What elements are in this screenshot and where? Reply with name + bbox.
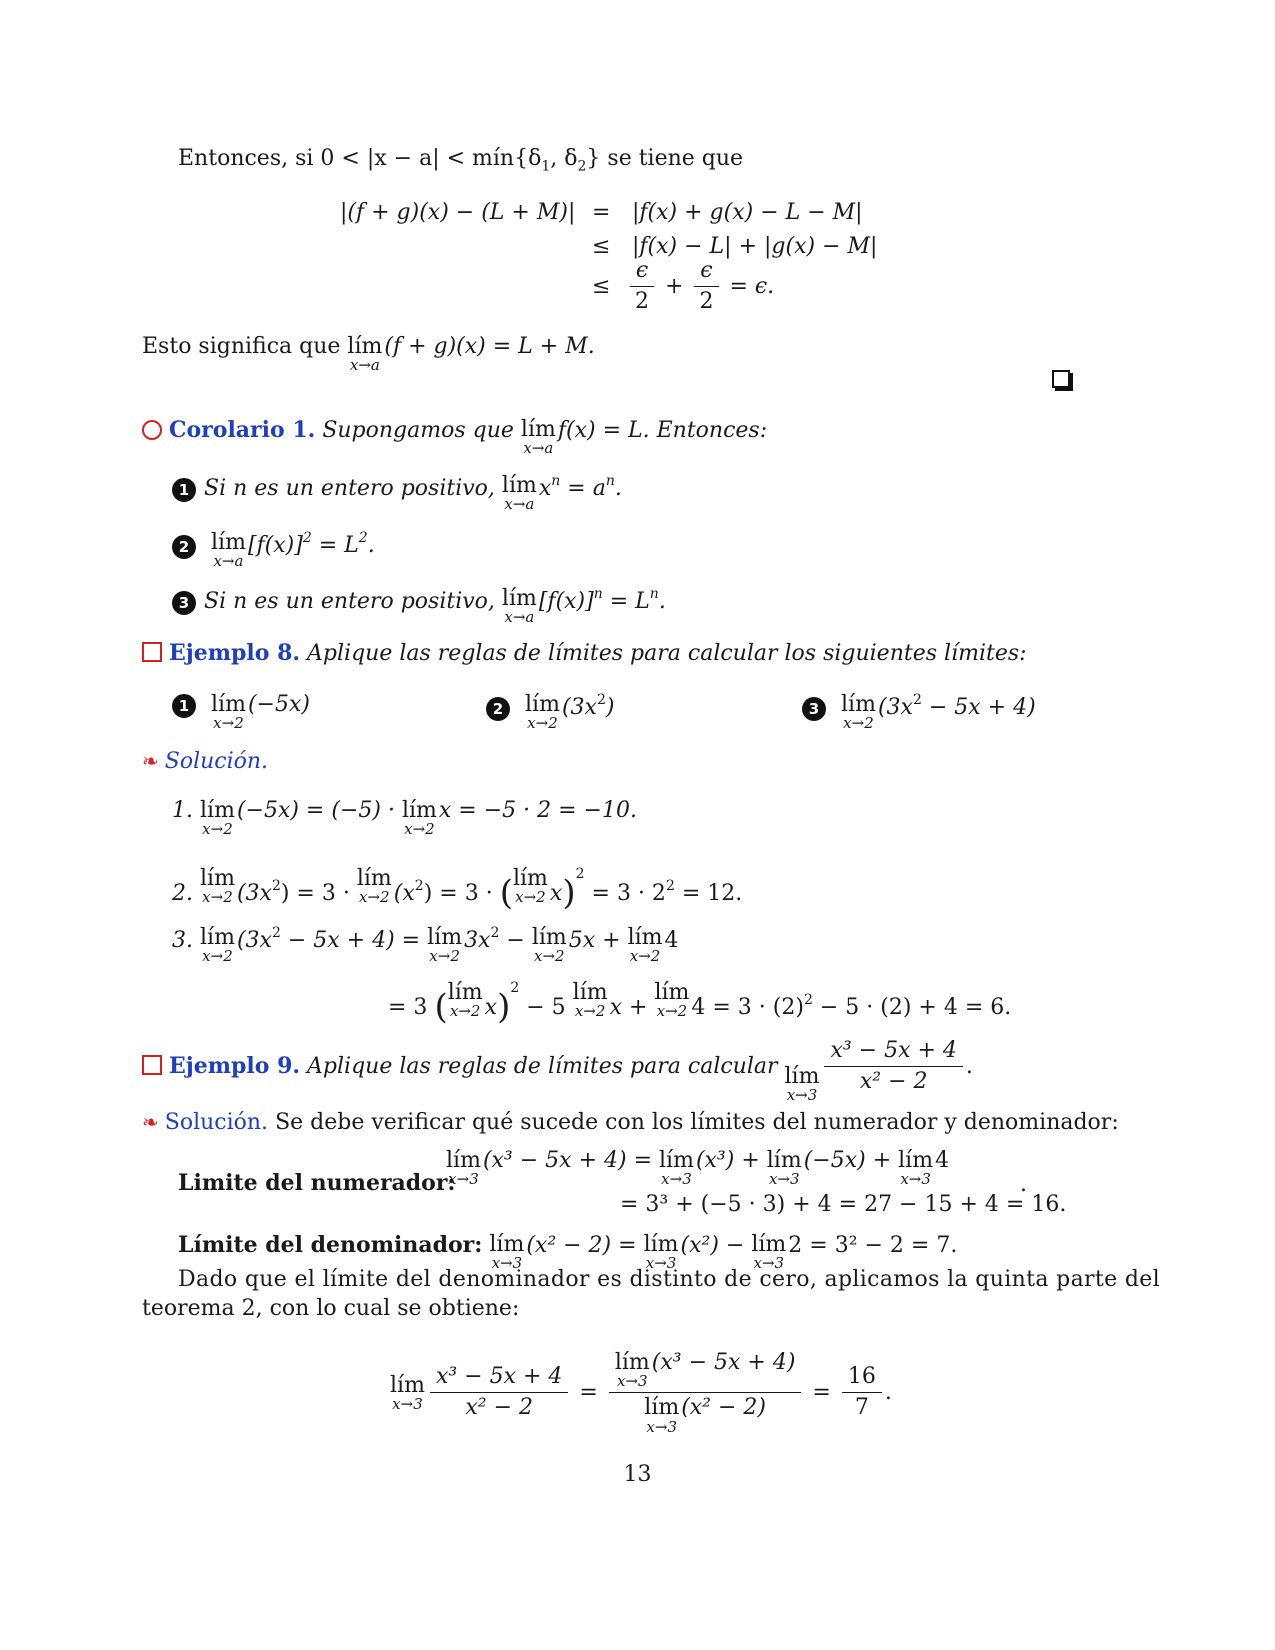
intro-text-end: } se tiene que xyxy=(586,146,744,171)
delta-sub-2: 2 xyxy=(577,158,587,175)
solucion8-step1: 1. lím x→2 (−5x) = (−5) · lím x→2 x = −5 · 2 = −10. xyxy=(172,798,637,839)
ejemplo9-fraction: $\frac{\text{x³ − 5x + 4}}{\text{x² − 2}}$ xyxy=(824,1038,962,1096)
align-row3-expr xyxy=(626,258,774,316)
limit-operator: lím x→2 xyxy=(654,980,690,1021)
align-row2-right: |f(x) − L| + |g(x) − M| xyxy=(632,234,878,259)
intro-text-start: Entonces, si 0 < |x − a| < mín{δ xyxy=(178,146,542,171)
ejemplo8-item-3: 3 lím x→2 $(3x^2 - 5x + 4)$ xyxy=(802,692,1036,732)
limit-operator: lím x→a xyxy=(520,417,556,458)
limit-operator: lím x→2 xyxy=(356,866,392,907)
square-marker-icon xyxy=(142,642,162,662)
limit-operator: lím x→2 xyxy=(401,798,437,839)
corolario-label: Corolario 1. xyxy=(169,417,316,443)
numerator-line1: lím x→3 (x³ − 5x + 4) = lím x→3 (x³) + lím x→3 (−5x) + lím x→3 4 xyxy=(446,1148,950,1189)
solucion9-text: Se debe verificar qué sucede con los límites del numerador y denominador: xyxy=(275,1110,1119,1135)
numerator-label: Limite del numerador: xyxy=(178,1170,456,1196)
denominator-label: Límite del denominador: xyxy=(178,1232,483,1258)
solucion8-label: Solución. xyxy=(164,749,269,774)
corolario-item-2: 2 lím x→a $[f(x)]^2 = L^2$. xyxy=(172,530,375,570)
ejemplo8-item-2: 2 lím x→2 $(3x^2)$ xyxy=(486,692,614,732)
plus-sign: + xyxy=(665,273,684,299)
ejemplo8-text: Aplique las reglas de límites para calcular los siguientes límites: xyxy=(307,641,1027,666)
limit-operator: lím x→2 xyxy=(627,925,663,966)
limit-operator: lím x→3 xyxy=(643,1232,679,1273)
solucion8-label-line xyxy=(142,749,268,775)
numerator-line2: = 3³ + (−5 · 3) + 4 = 27 − 15 + 4 = 16. xyxy=(620,1192,1067,1217)
limit-operator: lím x→3 xyxy=(446,1148,481,1189)
solucion8-step2: 2. lím x→2 $(3x^2) = 3$ · lím x→2 $(x^2) = 3$ · ( lím x→2 $x)^2 = 3 \cdot 2^2 = 12$. xyxy=(172,866,743,913)
circle-marker-icon xyxy=(142,420,162,440)
ejemplo8-label: Ejemplo 8. xyxy=(169,640,301,666)
square-marker-icon xyxy=(142,1055,162,1075)
qed-box-icon xyxy=(1052,370,1070,388)
paragraph-line1: Dado que el límite del denominador es distinto de cero, aplicamos la quinta parte del xyxy=(178,1267,1161,1292)
final-result-fraction: $\frac{16}{7}$ xyxy=(842,1364,882,1422)
limit-operator: lím x→3 xyxy=(644,1395,680,1436)
conclusion-line xyxy=(142,334,595,374)
limit-operator: lím x→2 xyxy=(427,925,463,966)
limit-operator: lím x→3 xyxy=(390,1372,425,1414)
fleuron-icon: ❧ xyxy=(142,749,159,773)
limit-operator: lím x→a xyxy=(501,586,537,627)
limit-operator: lím x→a xyxy=(211,530,246,571)
number-circle-icon: 1 xyxy=(172,478,196,502)
ejemplo9-line: Ejemplo 9. Aplique las reglas de límites para calcular lím x→3 $\frac{\text{x³ − 5x + 4}}{\text{x² − 2}}$ . xyxy=(142,1038,973,1104)
align-row1-rel: = xyxy=(592,200,611,225)
number-circle-icon: 1 xyxy=(172,694,196,718)
align-row2-rel: ≤ xyxy=(592,234,611,259)
final-left-fraction: $\frac{\text{x³ − 5x + 4}}{\text{x² − 2}}$ xyxy=(430,1364,568,1422)
paragraph-line2: teorema 2, con lo cual se obtiene: xyxy=(142,1296,520,1321)
intro-line xyxy=(178,146,743,175)
solucion9-line xyxy=(142,1110,1119,1136)
align-row1-left: |(f + g)(x) − (L + M)| xyxy=(340,200,576,225)
corolario-item-3: 3 Si n es un entero positivo, lím x→a $[f(x)]^n = L^n$. xyxy=(172,586,666,626)
intro-text-mid: , δ xyxy=(550,146,578,171)
align-row1-right: |f(x) + g(x) − L − M| xyxy=(632,200,863,225)
epsilon-fraction-2: $\frac{\epsilon}{2}$ xyxy=(693,258,719,316)
number-circle-icon: 3 xyxy=(802,697,826,721)
delta-sub-1: 1 xyxy=(541,158,551,175)
limit-operator: lím x→a xyxy=(501,473,537,514)
limit-operator: lím x→2 xyxy=(200,925,235,966)
corolario-line xyxy=(142,417,767,457)
epsilon-fraction-1: $\frac{\epsilon}{2}$ xyxy=(629,258,655,316)
ejemplo9-label: Ejemplo 9. xyxy=(169,1052,301,1079)
corolario-expr: f(x) = L. Entonces: xyxy=(557,418,768,443)
ejemplo8-item-1: 1 lím x→2 (−5x) xyxy=(172,692,310,732)
conclusion-text: Esto significa que xyxy=(142,334,341,359)
number-circle-icon: 2 xyxy=(486,697,510,721)
page-number: 13 xyxy=(623,1462,652,1487)
limit-operator: lím x→2 xyxy=(525,692,560,733)
limit-operator: lím x→3 xyxy=(751,1232,787,1273)
number-circle-icon: 2 xyxy=(172,535,196,559)
solucion8-step3-line1: 3. lím x→2 $(3x^2 - 5x + 4)$ = lím x→2 $3x^2$ − lím x→2 5x + lím x→2 4 xyxy=(172,925,679,966)
corolario-text: Supongamos que xyxy=(322,418,514,443)
limit-operator: lím x→2 xyxy=(200,866,235,907)
limit-operator: lím x→3 xyxy=(898,1148,934,1189)
limit-operator: lím x→3 xyxy=(489,1232,525,1273)
limit-operator: lím x→2 xyxy=(200,798,235,839)
corolario-item-1: 1 Si n es un entero positivo, lím x→a $x^n = a^n$. xyxy=(172,473,622,513)
limit-operator: lím x→2 xyxy=(512,866,548,907)
limit-operator: lím x→3 xyxy=(784,1063,820,1105)
conclusion-expr: (f + g)(x) = L + M. xyxy=(384,334,595,359)
ejemplo8-line xyxy=(142,640,1027,667)
limit-operator: lím x→2 xyxy=(211,692,246,733)
limit-operator: lím x→2 xyxy=(447,980,483,1021)
denominator-line: Límite del denominador: lím x→3 (x² − 2) = lím x→3 (x²) − lím x→3 2 = 3² − 2 = 7. xyxy=(178,1232,958,1273)
numerator-dot: . xyxy=(1020,1172,1027,1197)
limit-operator: lím x→3 xyxy=(659,1148,694,1189)
limit-operator: lím x→3 xyxy=(614,1350,650,1391)
limit-operator: lím x→2 xyxy=(572,980,608,1021)
align-row3-rel: ≤ xyxy=(592,274,611,299)
align-row3-end: = ϵ. xyxy=(729,273,775,299)
final-limit-fraction: lím x→3 (x³ − 5x + 4) lím x→3 (x² − 2) xyxy=(609,1350,802,1436)
final-equation: lím x→3 $\frac{\text{x³ − 5x + 4}}{\text{x² − 2}}$ = lím x→3 (x³ − 5x + 4) lím x→3 (x² − 2) = $\frac{16}{7}$ . xyxy=(390,1350,892,1436)
ejemplo9-text: Aplique las reglas de límites para calcular xyxy=(307,1053,778,1079)
limit-operator: lím x→2 xyxy=(531,925,567,966)
limit-operator: lím x→3 xyxy=(766,1148,802,1189)
solucion8-step3-line2: = 3 ( lím x→2 x)$^2$ − 5 lím x→2 x + lím x→2 $4 = 3 \cdot (2)^2 - 5 \cdot (2) + 4 = 6$. xyxy=(388,980,1012,1027)
fleuron-icon: ❧ xyxy=(142,1110,159,1134)
limit-operator: lím x→a xyxy=(347,334,383,375)
limit-operator: lím x→2 xyxy=(841,692,876,733)
number-circle-icon: 3 xyxy=(172,591,196,615)
solucion9-label: Solución. xyxy=(164,1110,269,1135)
